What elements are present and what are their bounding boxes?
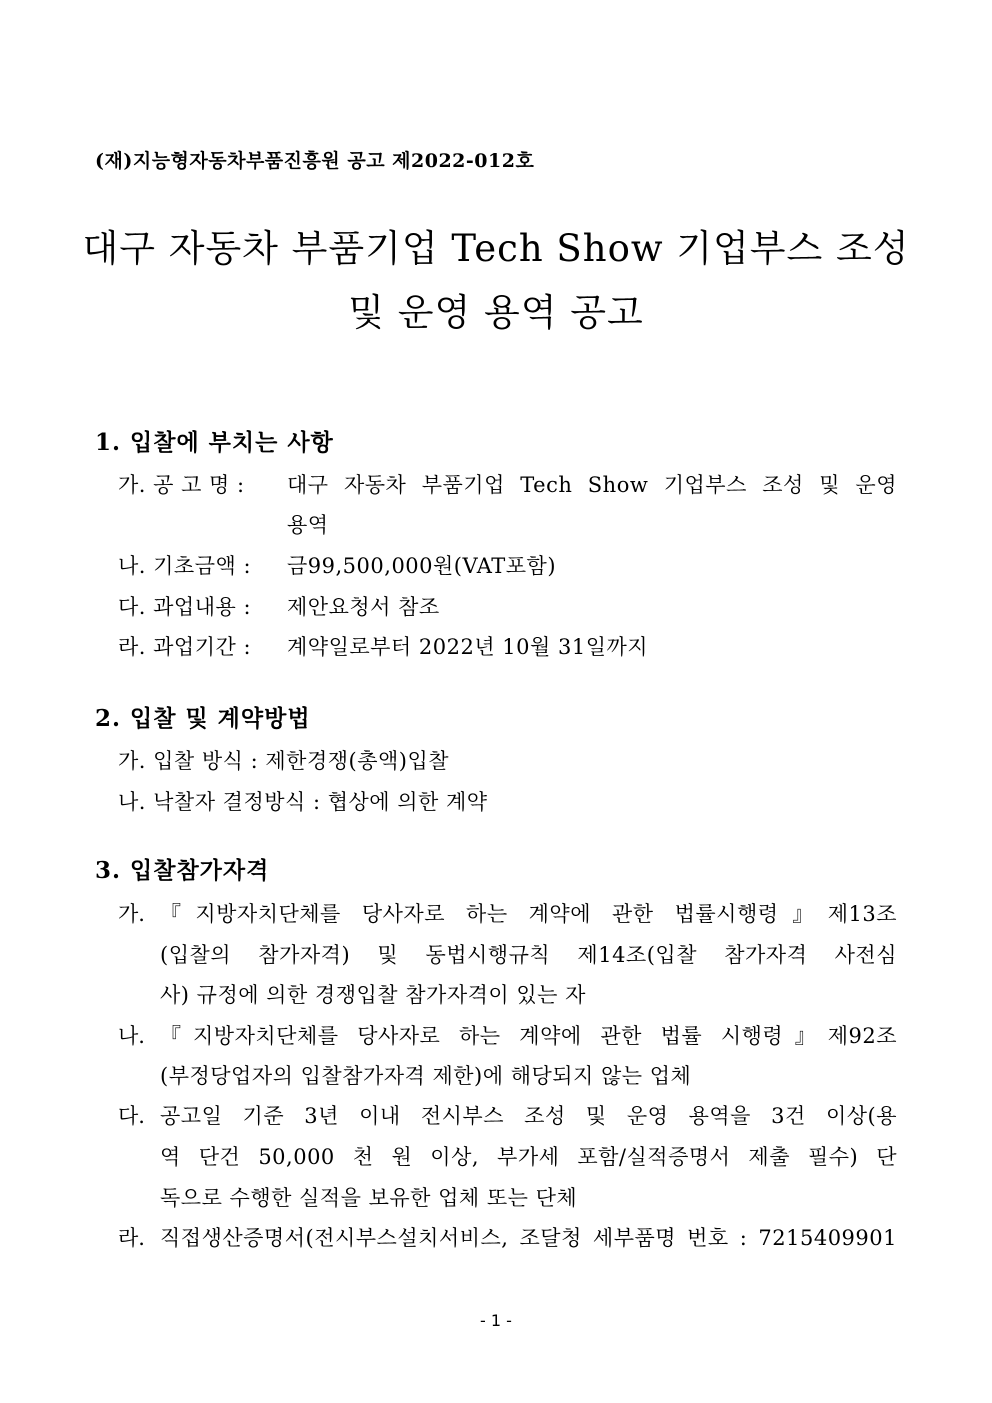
document-title-line-2: 및 운영 용역 공고 bbox=[348, 291, 644, 334]
notice-number: (재)지능형자동차부품진흥원 공고 제2022-012호 bbox=[95, 150, 535, 172]
section-1-item-a-label: 가. 공 고 명 : bbox=[118, 473, 245, 497]
page-number: - 1 - bbox=[480, 1311, 512, 1330]
section-1-item-a-value: 대구 자동차 부품기업 Tech Show 기업부스 조성 및 운영 bbox=[287, 473, 897, 497]
section-1-item-b-value: 금99,500,000원(VAT포함) bbox=[287, 554, 557, 578]
section-1-item-d-label: 라. 과업기간 : bbox=[118, 635, 252, 659]
section-1-heading: 1. 입찰에 부치는 사항 bbox=[95, 429, 334, 456]
section-3-item-c-marker: 다. bbox=[118, 1104, 145, 1128]
section-3-item-a-line-3: 사) 규정에 의한 경쟁입찰 참가자격이 있는 자 bbox=[160, 983, 586, 1007]
section-1-item-c-label: 다. 과업내용 : bbox=[118, 595, 252, 619]
section-3-item-c-line-2: 역 단건 50,000 천 원 이상, 부가세 포함/실적증명서 제출 필수) 단 bbox=[160, 1145, 897, 1169]
section-3-item-b-line-2: (부정당업자의 입찰참가자격 제한)에 해당되지 않는 업체 bbox=[160, 1064, 692, 1088]
section-2-item-b: 나. 낙찰자 결정방식 : 협상에 의한 계약 bbox=[118, 790, 488, 814]
section-3-item-a-line-1: 『지방자치단체를 당사자로 하는 계약에 관한 법률시행령』제13조 bbox=[160, 902, 897, 926]
section-1-item-c-value: 제안요청서 참조 bbox=[287, 595, 440, 619]
section-2-heading: 2. 입찰 및 계약방법 bbox=[95, 705, 311, 732]
section-3-item-c-line-1: 공고일 기준 3년 이내 전시부스 조성 및 운영 용역을 3건 이상(용 bbox=[160, 1104, 897, 1128]
section-3-item-c-line-3: 독으로 수행한 실적을 보유한 업체 또는 단체 bbox=[160, 1186, 578, 1210]
document-title-line-1: 대구 자동차 부품기업 Tech Show 기업부스 조성 bbox=[82, 227, 910, 270]
section-3-item-a-marker: 가. bbox=[118, 902, 145, 926]
section-1-item-d-value: 계약일로부터 2022년 10월 31일까지 bbox=[287, 635, 649, 659]
section-3-item-b-line-1: 『지방자치단체를 당사자로 하는 계약에 관한 법률 시행령』제92조 bbox=[160, 1024, 897, 1048]
section-1-item-a-value-cont: 용역 bbox=[287, 513, 329, 537]
section-2-item-a: 가. 입찰 방식 : 제한경쟁(총액)입찰 bbox=[118, 749, 450, 773]
section-3-item-b-marker: 나. bbox=[118, 1024, 145, 1048]
section-3-heading: 3. 입찰참가자격 bbox=[95, 857, 270, 884]
section-3-item-a-line-2: (입찰의 참가자격) 및 동법시행규칙 제14조(입찰 참가자격 사전심 bbox=[160, 943, 897, 967]
section-3-item-d-marker: 라. bbox=[118, 1226, 145, 1250]
section-3-item-d-line-1: 직접생산증명서(전시부스설치서비스, 조달청 세부품명 번호 : 7215409901 bbox=[160, 1226, 897, 1250]
section-1-item-b-label: 나. 기초금액 : bbox=[118, 554, 252, 578]
